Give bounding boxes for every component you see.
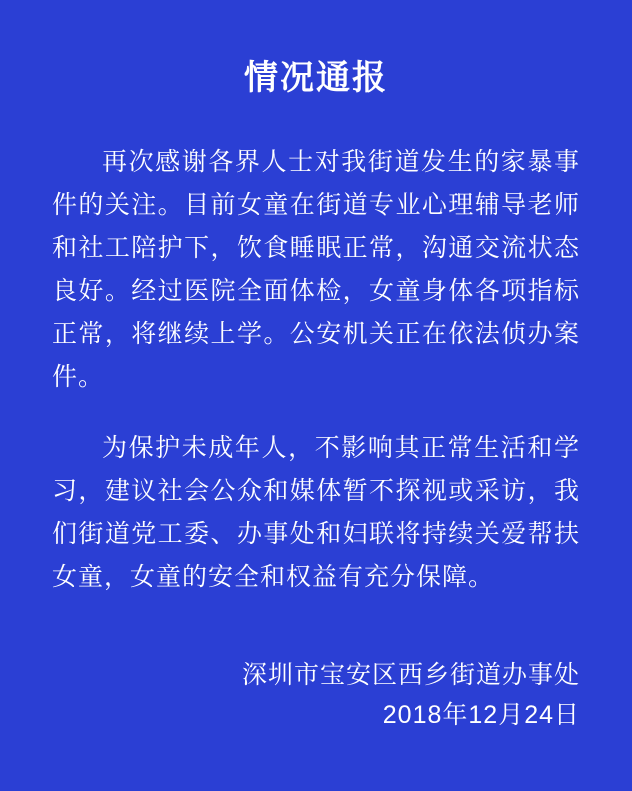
signature-block (0, 655, 632, 735)
notice-paragraph-1: 再次感谢各界人士对我街道发生的家暴事件的关注。目前女童在街道专业心理辅导老师和社工陪护下，饮食睡眠正常，沟通交流状态良好。经过医院全面体检，女童身体各项指标正常，将继续上学。公安机关正在依法侦办案件。 (52, 147, 580, 391)
signature-organization: 深圳市宝安区西乡街道办事处 (241, 661, 580, 689)
page-title: 情况通报 (244, 59, 388, 97)
notice-body (0, 141, 632, 655)
notice-paragraph-2: 为保护未成年人，不影响其正常生活和学习，建议社会公众和媒体暂不探视或采访，我们街道党工委、办事处和妇联将持续关爱帮扶女童，女童的安全和权益有充分保障。 (52, 433, 580, 591)
signature-date: 2018年12月24日 (382, 701, 580, 729)
